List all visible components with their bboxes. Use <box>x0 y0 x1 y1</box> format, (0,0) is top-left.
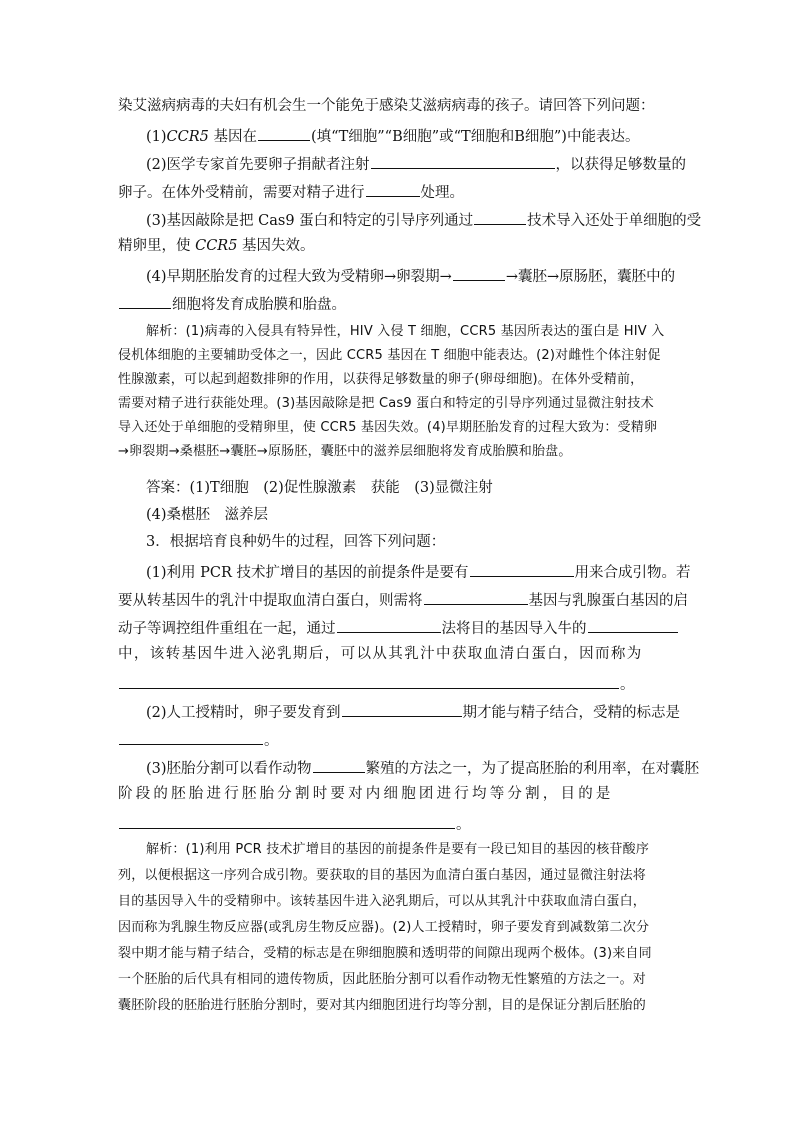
q3-explanation-line: 目的基因导入牛的受精卵中。该转基因牛进入泌乳期后，可以从其乳汁中获取血清白蛋白， <box>118 894 647 909</box>
q3-subquestion-3-line-2: 阶段的胚胎进行胚胎分割时要对内细胞团进行均等分割，目的是 <box>118 786 614 802</box>
q2-explanation-line: 侵机体细胞的主要辅助受体之一，因此 CCR5 基因在 T 细胞中能表达。(2)对雌性个体注射促 <box>118 348 661 363</box>
q3-explanation-line: 列，以便根据这一序列合成引物。要获取的目的基因为血清白蛋白基因，通过显微注射法将 <box>118 868 647 883</box>
q2-subquestion-2-line-1: (2)医学专家首先要卵子捐献者注射 ，以获得足够数量的 <box>146 152 678 175</box>
q3-explanation-line: 囊胚阶段的胚胎进行胚胎分割时，要对其内细胞团进行均等分割，目的是保证分割后胚胎的 <box>118 998 647 1013</box>
answer-blank[interactable] <box>424 588 528 605</box>
q3-subquestion-1-line-4: 中，该转基因牛进入泌乳期后，可以从其乳汁中获取血清白蛋白，因而称为 <box>118 646 643 662</box>
q2-subquestion-3-line-2: 精卵里，使 CCR5 基因失效。 <box>118 238 315 254</box>
q2-subquestion-4-line-2: 细胞将发育成胎膜和胎盘。 <box>118 292 678 315</box>
q2-explanation-line: →卵裂期→桑椹胚→囊胚→原肠胚，囊胚中的滋养层细胞将发育成胎膜和胎盘。 <box>118 444 572 459</box>
q3-explanation-line: 因而称为乳腺生物反应器(或乳房生物反应器)。(2)人工授精时，卵子要发育到减数第二次分 <box>118 920 650 935</box>
answer-blank[interactable] <box>119 292 171 309</box>
answer-blank[interactable] <box>313 756 365 773</box>
q2-intro-tail: 染艾滋病病毒的夫妇有机会生一个能免于感染艾滋病病毒的孩子。请回答下列问题： <box>118 98 655 114</box>
q2-answer-line-2: (4)桑椹胚 滋养层 <box>146 507 269 523</box>
q3-subquestion-1-line-5: 。 <box>118 672 678 695</box>
answer-blank[interactable] <box>258 124 310 141</box>
q2-subquestion-3-line-1: (3)基因敲除是把 Cas9 蛋白和特定的引导序列通过 技术导入还处于单细胞的受 <box>146 208 678 231</box>
q3-subquestion-1-line-1: (1)利用 PCR 技术扩增目的基因的前提条件是要有 用来合成引物。若 <box>146 560 678 583</box>
answer-blank[interactable] <box>119 728 263 745</box>
answer-blank[interactable] <box>119 672 619 689</box>
q3-explanation-line: 裂中期才能与精子结合，受精的标志是在卵细胞膜和透明带的间隙出现两个极体。(3)来自同 <box>118 946 652 961</box>
answer-blank[interactable] <box>453 264 505 281</box>
q3-title: 3．根据培育良种奶牛的过程，回答下列问题： <box>146 534 446 550</box>
answer-blank[interactable] <box>588 616 678 633</box>
q2-subquestion-1: (1)CCR5 基因在 (填“T细胞”“B细胞”或“T细胞和B细胞”)中能表达。 <box>146 124 678 147</box>
q2-explanation-line: 性腺激素，可以起到超数排卵的作用，以获得足够数量的卵子(卵母细胞)。在体外受精前， <box>118 372 644 387</box>
answer-blank[interactable] <box>470 560 574 577</box>
answer-blank[interactable] <box>119 812 455 829</box>
q3-subquestion-3-line-1: (3)胚胎分割可以看作动物 繁殖的方法之一，为了提高胚胎的利用率，在对囊胚 <box>146 756 678 779</box>
q3-subquestion-3-line-3: 。 <box>118 812 678 835</box>
q2-explanation-line: 解析：(1)病毒的入侵具有特异性，HIV 入侵 T 细胞，CCR5 基因所表达的蛋白是 HIV 入 <box>146 324 665 339</box>
q3-subquestion-2-line-2: 。 <box>118 728 678 751</box>
answer-blank[interactable] <box>337 616 441 633</box>
q3-explanation-line: 解析：(1)利用 PCR 技术扩增目的基因的前提条件是要有一段已知目的基因的核苷酸序 <box>146 842 650 857</box>
answer-blank[interactable] <box>366 180 420 197</box>
q2-explanation-line: 导入还处于单细胞的受精卵里，使 CCR5 基因失效。(4)早期胚胎发育的过程大致为：受精卵 <box>118 420 658 435</box>
q2-subquestion-4-line-1: (4)早期胚胎发育的过程大致为受精卵→卵裂期→ →囊胚→原肠胚，囊胚中的 <box>146 264 678 287</box>
q3-subquestion-2-line-1: (2)人工授精时，卵子要发育到 期才能与精子结合，受精的标志是 <box>146 700 678 723</box>
q2-explanation-line: 需要对精子进行获能处理。(3)基因敲除是把 Cas9 蛋白和特定的引导序列通过显微注射技术 <box>118 396 654 411</box>
q2-subquestion-2-line-2: 卵子。在体外受精前，需要对精子进行 处理。 <box>118 180 678 203</box>
q3-subquestion-1-line-2: 要从转基因牛的乳汁中提取血清白蛋白，则需将 基因与乳腺蛋白基因的启 <box>118 588 678 611</box>
answer-blank[interactable] <box>342 700 462 717</box>
q3-explanation-line: 一个胚胎的后代具有相同的遗传物质，因此胚胎分割可以看作动物无性繁殖的方法之一。对 <box>118 972 647 987</box>
q3-subquestion-1-line-3: 动子等调控组件重组在一起，通过 法将目的基因导入牛的 <box>118 616 678 639</box>
q2-answer-line-1: 答案：(1)T细胞 (2)促性腺激素 获能 (3)显微注射 <box>146 480 493 496</box>
answer-blank[interactable] <box>474 208 526 225</box>
answer-blank[interactable] <box>371 152 555 169</box>
